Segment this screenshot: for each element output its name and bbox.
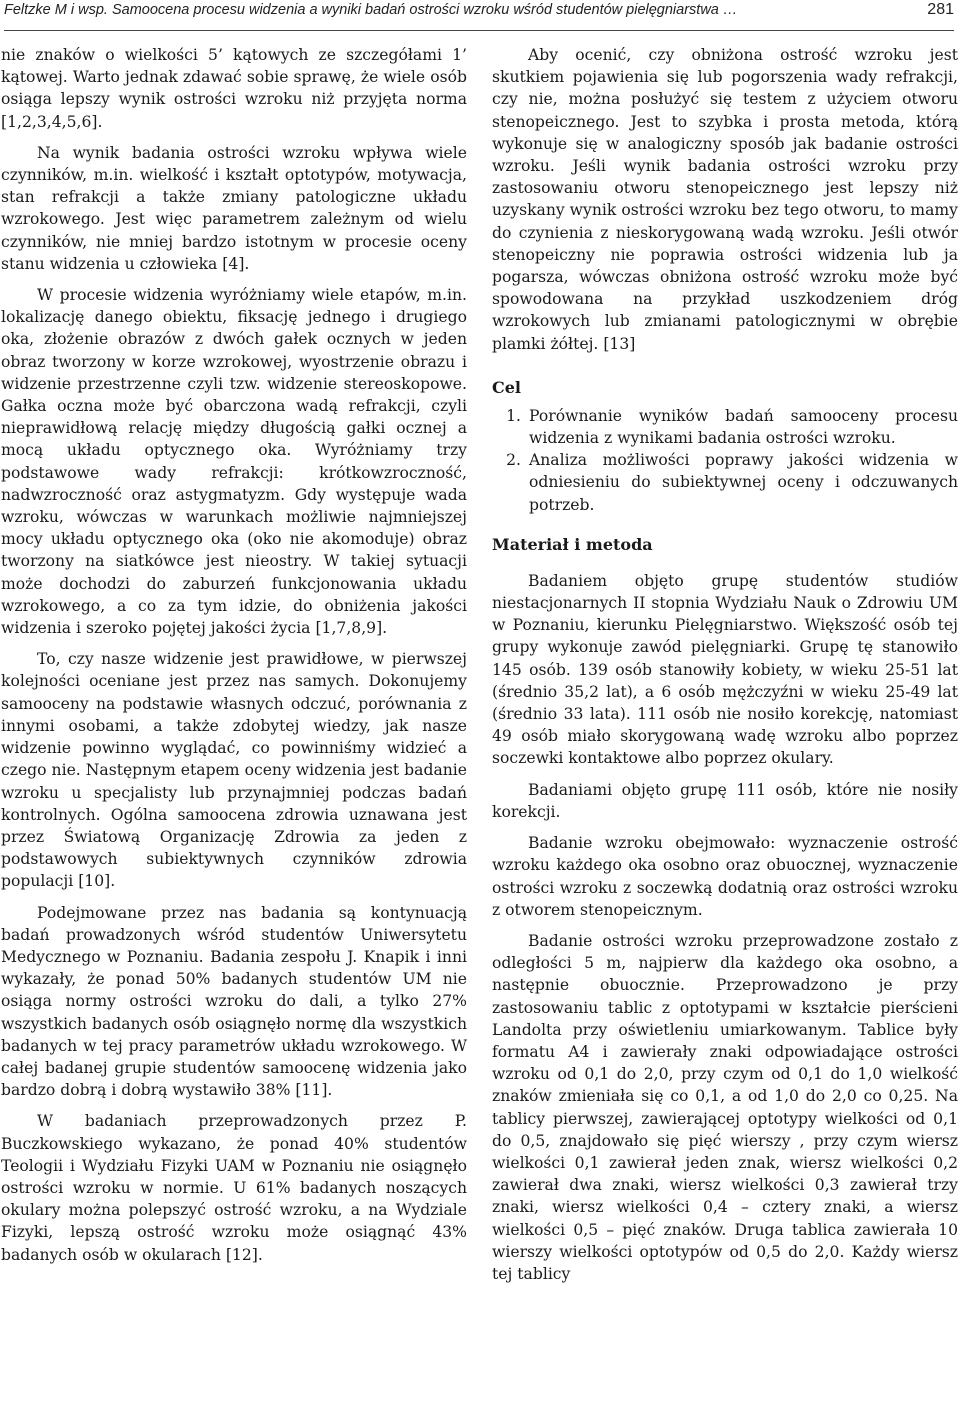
- list-text: Porównanie wyników badań samooceny procesu widzenia z wynikami badania ostrości wzroku.: [529, 406, 958, 448]
- list-number: 1.: [506, 406, 521, 425]
- body-paragraph: Badanie ostrości wzroku przeprowadzone zostało z odległości 5 m, najpierw dla każdego oka osobno, a następnie obuocznie. Przeprowadzono je przy zastosowaniu tablic z optotypami w kształcie pierścieni Landolta przy oświetleniu umiarkowanym. Tablice były formatu A4 i zawierały znaki odpowiadające ostrości wzroku od 0,1 do 2,0, przy czym od 0,1 do 1,0 wielkość znaków zmieniała się co 0,1, a od 1,0 do 2,0 co 0,25. Na tablicy pierwszej, zawierającej optotypy wielkości od 0,1 do 0,5, znajdowało się pięć wierszy , przy czym wiersz wielkości 0,1 zawierał jeden znak, wiersz wielkości 0,2 zawierał dwa znaki, wiersz wielkości 0,3 zawierał trzy znaki, wiersz wielkości 0,4 – cztery znaki, a wiersz wielkości 0,5 – pięć znaków. Druga tablica zawierała 10 wierszy wielkości optotypów od 0,5 do 2,0. Każdy wiersz tej tablicy: [492, 931, 958, 1283]
- body-paragraph: Aby ocenić, czy obniżona ostrość wzroku jest skutkiem pojawienia się lub pogorszenia wady refrakcji, czy nie, można posłużyć się testem z użyciem otworu stenopeicznego. Jest to szybka i prosta metoda, którą wykonuje się w analogiczny sposób jak badanie ostrości wzroku. Jeśli wynik badania ostrości wzroku przy zastosowaniu otworu stenopeicznego jest lepszy niż uzyskany wynik ostrości wzroku bez tego otworu, to mamy do czynienia z nieskorygowaną wadą wzroku. Jeśli otwór stenopeiczny nie poprawia ostrości widzenia lub ja pogarsza, wówczas obniżona ostrość wzroku może być spowodowana na przykład uszkodzeniem dróg wzrokowych lub zmianami patologicznymi w obrębie plamki żółtej. [13]: [492, 46, 958, 353]
- section-heading-cel: Cel: [492, 377, 521, 397]
- running-title: Feltzke M i wsp. Samoocena procesu widzenia a wyniki badań ostrości wzroku wśród studentów pielęgniarstwa …: [4, 2, 738, 18]
- body-paragraph: nie znaków o wielkości 5’ kątowych ze szczegółami 1’ kątowej. Warto jednak zdawać sobie sprawę, że wiele osób osiąga lepszy wynik ostrości wzroku niż przyjęta norma [1,2,3,4,5,6].: [1, 46, 467, 131]
- list-item: [492, 449, 958, 516]
- left-column: [1, 44, 467, 1266]
- section-heading-methods: Materiał i metoda: [492, 534, 653, 554]
- list-item: [492, 405, 958, 449]
- body-paragraph: Na wynik badania ostrości wzroku wpływa wiele czynników, m.in. wielkość i kształt optotypów, motywacja, stan refrakcji a także zmiany patologiczne układu wzrokowego. Jest więc parametrem zależnym od wielu czynników, nie mniej bardzo istotnym w procesie oceny stanu widzenia u człowieka [4].: [1, 143, 467, 273]
- body-paragraph: Badanie wzroku obejmowało: wyznaczenie ostrość wzroku każdego oka osobno oraz obuocznej, wyznaczenie ostrości wzroku z soczewką dodatnią oraz ostrości wzroku z otworem stenopeicznym.: [492, 834, 958, 919]
- page-number: 281: [927, 1, 954, 18]
- aims-list: [492, 405, 958, 516]
- body-paragraph: W procesie widzenia wyróżniamy wiele etapów, m.in. lokalizację danego obiektu, fiksację jednego i drugiego oka, złożenie obrazów z dwóch gałek ocznych w jeden obraz tworzony w korze wzrokowej, wyostrzenie obrazu i widzenie przestrzenne czyli tzw. widzenie stereoskopowe. Gałka oczna może być obarczona wadą refrakcji, czyli nieprawidłową relację między długością gałki ocznej a mocą układu optycznego oka. Wyróżniamy trzy podstawowe wady refrakcji: krótkowzroczność, nadwzroczność oraz astygmatyzm. Gdy występuje wada wzroku, wówczas w warunkach możliwie najmniejszej mocy układu optycznego oka (oko nie akomoduje) obraz tworzony na siatkówce jest nieostry. W takiej sytuacji może dochodzi do zaburzeń funkcjonowania układu wzrokowego, a co za tym idzie, do obniżenia jakości widzenia i szeroko pojętej jakości życia [1,7,8,9].: [1, 286, 467, 638]
- running-header: [4, 0, 954, 31]
- body-paragraph: Badaniem objęto grupę studentów studiów niestacjonarnych II stopnia Wydziału Nauk o Zdrowiu UM w Poznaniu, kierunku Pielęgniarstwo. Większość osób tej grupy wykonuje zawód pielęgniarki. Grupę tę stanowiło 145 osób. 139 osób stanowiły kobiety, w wieku 25-51 lat (średnio 35,2 lat), a 6 osób mężczyźni w wieku 25-49 lat (średnio 33 lata). 111 osób nie nosiło korekcję, natomiast 49 osób miało skorygowaną wadę wzroku albo poprzez soczewki kontaktowe albo poprzez okulary.: [492, 571, 958, 768]
- list-number: 2.: [506, 451, 521, 470]
- body-paragraph: W badaniach przeprowadzonych przez P. Buczkowskiego wykazano, że ponad 40% studentów Teologii i Wydziału Fizyki UAM w Poznaniu nie osiągnęło ostrości wzroku w normie. U 61% badanych noszących okulary można polepszyć ostrość wzroku, a na Wydziale Fizyki, lepszą ostrość wzroku może osiągnąć 43% badanych osób w okularach [12].: [1, 1112, 467, 1264]
- right-column: [492, 44, 958, 1285]
- list-text: Analiza możliwości poprawy jakości widzenia w odniesieniu do subiektywnej oceny i odczuwanych potrzeb.: [529, 451, 958, 514]
- body-paragraph: Podejmowane przez nas badania są kontynuacją badań prowadzonych wśród studentów Uniwersytetu Medycznego w Poznaniu. Badania zespołu J. Knapik i inni wykazały, że ponad 50% badanych studentów UM nie osiąga normy ostrości wzroku do dali, a tylko 27% wszystkich badanych osób osiągnęło normę dla wszystkich badanych w tej pracy parametrów układu wzrokowego. W całej badanej grupie studentów samoocenę widzenia jako bardzo dobrą i dobrą wystawiło 38% [11].: [1, 903, 467, 1100]
- body-paragraph: Badaniami objęto grupę 111 osób, które nie nosiły korekcji.: [492, 780, 958, 821]
- body-paragraph: To, czy nasze widzenie jest prawidłowe, w pierwszej kolejności oceniane jest przez nas samych. Dokonujemy samooceny na podstawie własnych odczuć, porównania z innymi osobami, a także zdobytej wiedzy, jak nasze widzenie powinno wyglądać, co powinniśmy widzieć a czego nie. Następnym etapem oceny widzenia jest badanie wzroku u specjalisty lub przynajmniej podczas badań kontrolnych. Ogólna samoocena zdrowia uznawana jest przez Światową Organizację Zdrowia za jeden z podstawowych subiektywnych czynników zdrowia populacji [10].: [1, 650, 467, 891]
